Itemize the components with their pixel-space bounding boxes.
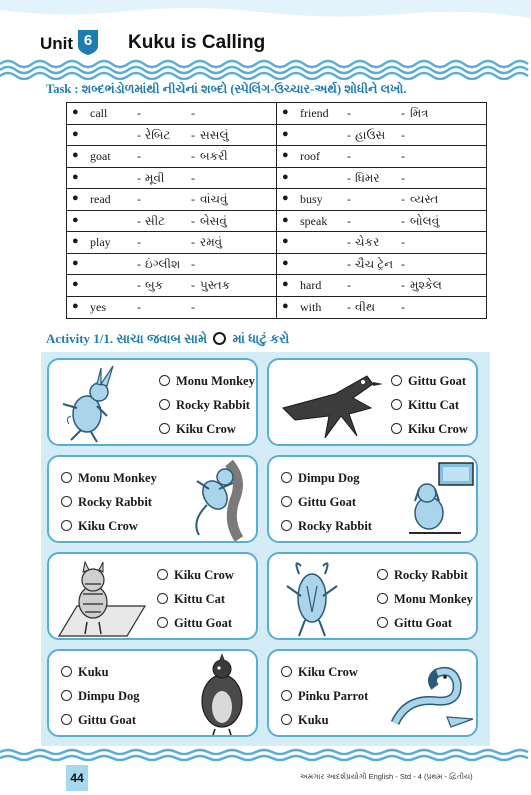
option-pinku-parrot[interactable]: Pinku Parrot [281, 689, 368, 704]
page-title: Kuku is Calling [128, 32, 266, 53]
option-kittu-cat[interactable]: Kittu Cat [157, 592, 225, 607]
page-number: 44 [70, 771, 84, 785]
vocab-row [67, 211, 276, 233]
answer-card [47, 358, 258, 446]
dash-separator: - [347, 235, 351, 249]
bullet-icon: ● [282, 106, 289, 118]
task-instruction: Task : શબ્દભંડોળમાંથી નીચેનાં શબ્દો (સ્પેલિંગ-ઉચ્ચાર-અર્થ) શોધીને લખો. [46, 82, 407, 96]
option-kuku[interactable]: Kuku [281, 713, 329, 728]
dash-separator: - [191, 149, 195, 163]
vocab-row [67, 254, 276, 276]
dash-separator: - [347, 192, 351, 206]
radio-circle[interactable] [281, 520, 292, 531]
pronunciation: ચૈચ ટ્રેન [355, 256, 394, 271]
dash-separator: - [137, 170, 141, 185]
dash-separator: - [401, 149, 405, 163]
option-kiku-crow[interactable]: Kiku Crow [391, 422, 468, 437]
english-word: call [90, 106, 108, 120]
radio-circle[interactable] [159, 423, 170, 434]
radio-circle[interactable] [281, 472, 292, 483]
dash-separator: - [191, 192, 195, 206]
option-kiku-crow[interactable]: Kiku Crow [61, 519, 138, 534]
pronunciation: ધિમર [355, 170, 380, 185]
vocab-row [67, 189, 276, 211]
bullet-icon: ● [72, 235, 79, 247]
option-kiku-crow[interactable]: Kiku Crow [281, 665, 358, 680]
book-title: અમંગાર આદર્શપ્રયોગી English - Std - 4 (પ્રથમ - દ્વિતીય) [300, 772, 473, 781]
bullet-icon: ● [282, 127, 289, 140]
dash-separator: - [137, 106, 141, 120]
vocab-row [277, 189, 486, 211]
option-rocky-rabbit[interactable]: Rocky Rabbit [61, 495, 152, 510]
activity-title-suffix: માં ધાટું કરો [232, 331, 290, 346]
dash-separator: - [401, 235, 405, 249]
vocab-row [277, 275, 486, 297]
dash-separator: - [347, 278, 351, 292]
gujarati-meaning: પુસ્તક [200, 278, 231, 292]
bullet-icon: ● [72, 213, 79, 226]
english-word: busy [300, 192, 323, 206]
dash-separator: - [191, 170, 195, 185]
answer-card [267, 455, 478, 543]
english-word: speak [300, 213, 328, 228]
vocab-table-left [66, 102, 277, 319]
dash-separator: - [401, 278, 405, 292]
option-gittu-goat[interactable]: Gittu Goat [377, 616, 452, 631]
dash-separator: - [137, 278, 141, 292]
gujarati-meaning: બોલવું [410, 213, 440, 228]
option-rocky-rabbit[interactable]: Rocky Rabbit [377, 568, 468, 583]
option-dimpu-dog[interactable]: Dimpu Dog [281, 471, 359, 486]
bullet-icon: ● [72, 256, 79, 269]
gujarati-meaning: મુશ્કેલ [410, 278, 442, 292]
parrot-icon [387, 657, 477, 735]
bullet-icon: ● [282, 213, 289, 226]
vocab-row [67, 168, 276, 190]
dash-separator: - [137, 256, 141, 271]
monkey-icon [177, 459, 257, 541]
dash-separator: - [191, 235, 195, 249]
activity-title-prefix: Activity 1/1. સાચા જવાબ સામે [46, 331, 208, 346]
pronunciation: મૂવી [145, 170, 165, 185]
radio-circle[interactable] [377, 617, 388, 628]
gujarati-meaning: સસલું [200, 127, 229, 142]
cuckoo-icon [189, 653, 255, 737]
radio-circle[interactable] [159, 399, 170, 410]
dash-separator: - [401, 256, 405, 271]
pronunciation: રેબિટ [145, 127, 171, 142]
radio-circle[interactable] [61, 472, 72, 483]
vocab-row [277, 125, 486, 147]
radio-circle[interactable] [377, 593, 388, 604]
dash-separator: - [191, 256, 195, 271]
circle-icon [213, 332, 226, 345]
goat-icon [279, 556, 345, 640]
bullet-icon: ● [282, 235, 289, 247]
unit-number: 6 [83, 32, 93, 49]
pronunciation: વીથ [355, 299, 376, 314]
bullet-icon: ● [282, 149, 289, 161]
dash-separator: - [347, 170, 351, 185]
dash-separator: - [137, 127, 141, 142]
bullet-icon: ● [282, 256, 289, 269]
pronunciation: બુક [145, 278, 164, 292]
radio-circle[interactable] [61, 714, 72, 725]
english-word: with [300, 299, 322, 314]
dash-separator: - [137, 299, 141, 314]
bullet-icon: ● [72, 127, 79, 140]
option-gittu-goat[interactable]: Gittu Goat [157, 616, 232, 631]
dash-separator: - [137, 235, 141, 249]
english-word: goat [90, 149, 111, 163]
dash-separator: - [347, 149, 351, 163]
vocab-row [67, 275, 276, 297]
answer-card [47, 552, 258, 640]
answer-card [267, 649, 478, 737]
dash-separator: - [137, 149, 141, 163]
dash-separator: - [401, 192, 405, 206]
radio-circle[interactable] [159, 375, 170, 386]
crow-icon [275, 368, 385, 442]
wave-divider-bottom [0, 748, 531, 762]
radio-circle[interactable] [281, 690, 292, 701]
bullet-icon: ● [72, 192, 79, 204]
radio-circle[interactable] [281, 496, 292, 507]
rabbit-icon [57, 364, 129, 444]
dash-separator: - [401, 170, 405, 185]
bullet-icon: ● [282, 299, 289, 312]
dash-separator: - [137, 213, 141, 228]
dash-separator: - [191, 213, 195, 228]
vocab-row [277, 103, 486, 125]
dash-separator: - [347, 213, 351, 228]
english-word: friend [300, 106, 329, 120]
vocab-row [277, 232, 486, 254]
dash-separator: - [191, 127, 195, 142]
page-header [0, 0, 531, 60]
bullet-icon: ● [72, 170, 79, 183]
answer-card [267, 552, 478, 640]
gujarati-meaning: વ્યસ્ત [410, 192, 439, 206]
radio-circle[interactable] [157, 617, 168, 628]
option-monu-monkey[interactable]: Monu Monkey [159, 374, 255, 389]
pronunciation: ઇંગ્લીશ [145, 256, 181, 271]
unit-label: Unit [40, 34, 74, 53]
pronunciation: સીટ [145, 213, 166, 228]
radio-circle[interactable] [377, 569, 388, 580]
option-rocky-rabbit[interactable]: Rocky Rabbit [281, 519, 372, 534]
radio-circle[interactable] [391, 399, 402, 410]
dash-separator: - [347, 256, 351, 271]
dash-separator: - [137, 192, 141, 206]
dog-icon [401, 461, 477, 541]
gujarati-meaning: બેસવું [200, 213, 227, 228]
dash-separator: - [347, 299, 351, 314]
radio-circle[interactable] [391, 423, 402, 434]
vocab-row [67, 146, 276, 168]
radio-circle[interactable] [61, 520, 72, 531]
gujarati-meaning: વાંચવું [200, 192, 228, 206]
wave-divider-top [0, 58, 531, 80]
english-word: play [90, 235, 111, 249]
vocab-row [277, 211, 486, 233]
option-rocky-rabbit[interactable]: Rocky Rabbit [159, 398, 250, 413]
bullet-icon: ● [282, 170, 289, 183]
vocab-row [277, 297, 486, 319]
radio-circle[interactable] [391, 375, 402, 386]
dash-separator: - [401, 213, 405, 228]
english-word: roof [300, 149, 320, 163]
dash-separator: - [401, 127, 405, 142]
vocab-table-right [276, 102, 487, 319]
answer-card [267, 358, 478, 446]
vocab-row [277, 146, 486, 168]
option-dimpu-dog[interactable]: Dimpu Dog [61, 689, 139, 704]
bullet-icon: ● [72, 149, 79, 161]
dash-separator: - [347, 127, 351, 142]
radio-circle[interactable] [157, 569, 168, 580]
activity-title [46, 331, 289, 347]
radio-circle[interactable] [61, 666, 72, 677]
dash-separator: - [191, 299, 195, 314]
option-gittu-goat[interactable]: Gittu Goat [391, 374, 466, 389]
radio-circle[interactable] [281, 666, 292, 677]
dash-separator: - [401, 106, 405, 120]
bullet-icon: ● [72, 278, 79, 290]
radio-circle[interactable] [61, 496, 72, 507]
option-monu-monkey[interactable]: Monu Monkey [61, 471, 157, 486]
cat-icon [55, 558, 151, 640]
option-kiku-crow[interactable]: Kiku Crow [157, 568, 234, 583]
english-word: yes [90, 299, 106, 314]
vocab-row [67, 125, 276, 147]
gujarati-meaning: રમવું [200, 235, 223, 249]
answer-card [47, 455, 258, 543]
bullet-icon: ● [72, 106, 79, 118]
dash-separator: - [191, 278, 195, 292]
option-kittu-cat[interactable]: Kittu Cat [391, 398, 459, 413]
answer-card [47, 649, 258, 737]
vocab-row [67, 297, 276, 319]
bullet-icon: ● [282, 192, 289, 204]
vocab-row [67, 232, 276, 254]
bullet-icon: ● [72, 299, 79, 312]
vocab-row [277, 168, 486, 190]
option-kiku-crow[interactable]: Kiku Crow [159, 422, 236, 437]
english-word: read [90, 192, 111, 206]
dash-separator: - [401, 299, 405, 314]
bullet-icon: ● [282, 278, 289, 290]
option-gittu-goat[interactable]: Gittu Goat [281, 495, 356, 510]
radio-circle[interactable] [157, 593, 168, 604]
radio-circle[interactable] [281, 714, 292, 725]
gujarati-meaning: બકરી [200, 149, 228, 163]
english-word: hard [300, 278, 322, 292]
pronunciation: હાઉસ [355, 127, 386, 142]
pronunciation: ચેકર [355, 235, 380, 249]
option-kuku[interactable]: Kuku [61, 665, 109, 680]
dash-separator: - [347, 106, 351, 120]
dash-separator: - [191, 106, 195, 120]
gujarati-meaning: મિત્ર [410, 106, 429, 120]
option-monu-monkey[interactable]: Monu Monkey [377, 592, 473, 607]
option-gittu-goat[interactable]: Gittu Goat [61, 713, 136, 728]
vocab-row [277, 254, 486, 276]
radio-circle[interactable] [61, 690, 72, 701]
vocab-row [67, 103, 276, 125]
